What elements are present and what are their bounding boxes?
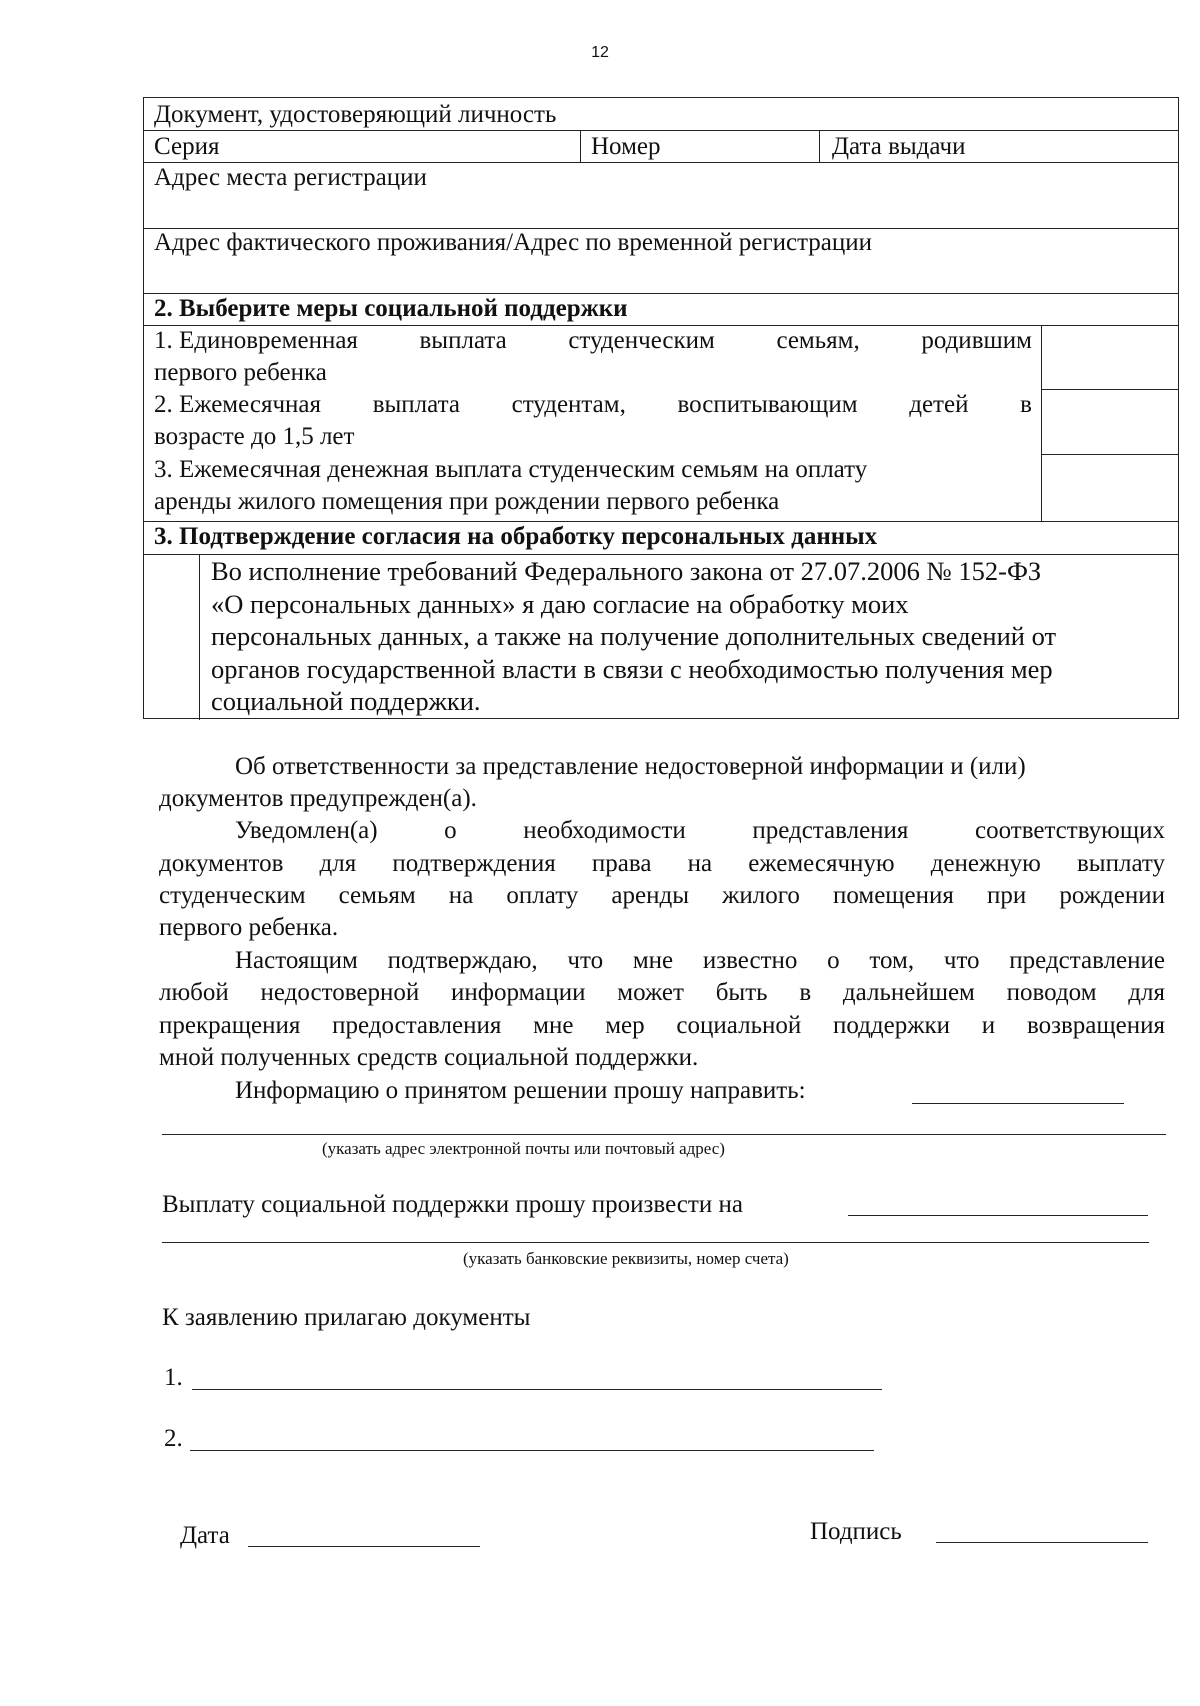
section3-title: 3. Подтверждение согласия на обработку персональных данных [154, 523, 878, 550]
confirm-line-1: Настоящим подтверждаю, что мне известно о том, что представление [235, 947, 1165, 974]
series-label: Серия [154, 133, 220, 160]
date-field[interactable] [248, 1546, 480, 1547]
measure3-line2: аренды жилого помещения при рождении первого ребенка [154, 488, 780, 515]
decision-info-field[interactable] [912, 1103, 1124, 1104]
consent-line-3: персональных данных, а также на получение дополнительных сведений от [211, 621, 1057, 651]
consent-checkbox[interactable] [145, 555, 198, 718]
consent-line-1: Во исполнение требований Федерального закона от 27.07.2006 № 152-ФЗ [211, 556, 1042, 586]
notified-line-4: первого ребенка. [159, 914, 339, 941]
notified-line-1: Уведомлен(а) о необходимости представления соответствующих [235, 817, 1165, 844]
confirm-line-2: любой недостоверной информации может быть в дальнейшем поводом для [159, 979, 1165, 1006]
registration-address-label: Адрес места регистрации [154, 164, 427, 191]
payment-label: Выплату социальной поддержки прошу произвести на [162, 1191, 743, 1218]
measure3-checkbox[interactable] [1042, 455, 1178, 520]
decision-address-field[interactable] [162, 1134, 1166, 1135]
consent-line-2: «О персональных данных» я даю согласие на обработку моих [211, 589, 909, 619]
decision-address-hint: (указать адрес электронной почты или почтовый адрес) [322, 1139, 725, 1158]
id-document-label: Документ, удостоверяющий личность [154, 101, 557, 128]
attachment-1-number: 1. [164, 1364, 183, 1391]
measure2-line2: возрасте до 1,5 лет [154, 423, 355, 450]
page-number: 12 [591, 44, 609, 61]
signature-label: Подпись [810, 1518, 902, 1545]
payment-hint: (указать банковские реквизиты, номер счета) [463, 1249, 789, 1268]
measure2-checkbox[interactable] [1042, 390, 1178, 453]
confirm-line-3: прекращения предоставления мне мер социальной поддержки и возвращения [159, 1012, 1165, 1039]
consent-line-5: социальной поддержки. [211, 686, 481, 716]
measure2-line1: 2. Ежемесячная выплата студентам, воспитывающим детей в [154, 391, 1032, 418]
attachments-title: К заявлению прилагаю документы [162, 1304, 531, 1331]
number-label: Номер [591, 133, 661, 160]
attachment-2-number: 2. [164, 1425, 183, 1452]
payment-account-field[interactable] [162, 1242, 1149, 1243]
consent-line-4: органов государственной власти в связи с необходимостью получения мер [211, 654, 1053, 684]
section2-title: 2. Выберите меры социальной поддержки [154, 295, 628, 322]
notified-line-3: студенческим семьям на оплату аренды жилого помещения при рождении [159, 882, 1165, 909]
actual-address-label: Адрес фактического проживания/Адрес по временной регистрации [154, 229, 873, 256]
confirm-line-4: мной полученных средств социальной поддержки. [159, 1044, 699, 1071]
responsibility-line-2: документов предупрежден(а). [159, 785, 477, 812]
notified-line-2: документов для подтверждения права на ежемесячную денежную выплату [159, 850, 1165, 877]
decision-info-label: Информацию о принятом решении прошу направить: [235, 1077, 806, 1104]
application-table [143, 97, 1179, 719]
measure1-checkbox[interactable] [1042, 326, 1178, 388]
signature-field[interactable] [936, 1542, 1148, 1543]
responsibility-line-1: Об ответственности за представление недостоверной информации и (или) [235, 753, 1026, 780]
payment-details-field[interactable] [848, 1215, 1148, 1216]
attachment-2-field[interactable] [190, 1450, 874, 1451]
measure1-line1: 1. Единовременная выплата студенческим семьям, родившим [154, 327, 1032, 354]
measure1-line2: первого ребенка [154, 359, 327, 386]
date-label: Дата [180, 1522, 230, 1549]
issue-date-label: Дата выдачи [832, 133, 966, 160]
attachment-1-field[interactable] [192, 1389, 882, 1390]
measure3-line1: 3. Ежемесячная денежная выплата студенческим семьям на оплату [154, 456, 868, 483]
